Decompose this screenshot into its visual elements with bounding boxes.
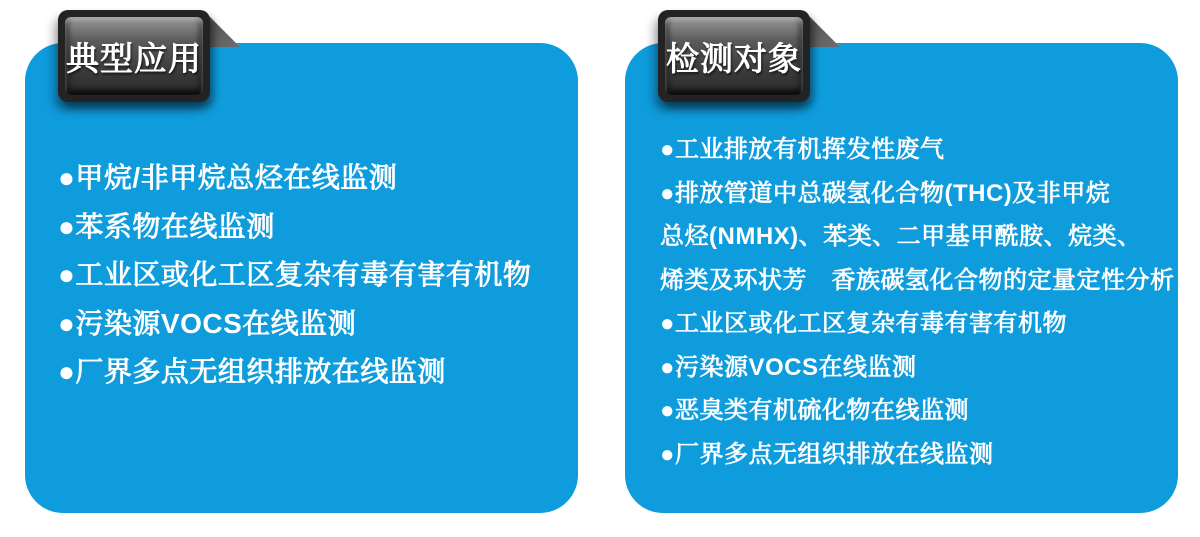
tab-label: 检测对象 [666,39,802,77]
list-item: ●厂界多点无组织排放在线监测 [660,440,994,468]
list-item: ●苯系物在线监测 [58,210,275,242]
list-item: ●工业区或化工区复杂有毒有害有机物 [58,259,532,290]
list-item: ●污染源VOCS在线监测 [58,307,357,339]
list-item-continuation: 总烃(NMHX)、苯类、二甲基甲酰胺、烷类、 [660,223,1142,250]
typical-applications-list [58,154,558,397]
list-item-continuation: 烯类及环状芳 香族碳氢化合物的定量定性分析 [660,266,1175,294]
tab-detection-targets [658,10,810,102]
list-item: ●工业排放有机挥发性废气 [660,136,945,163]
list-item: ●甲烷/非甲烷总烃在线监测 [58,162,398,193]
tab-label: 典型应用 [66,39,202,77]
tab-typical-applications [58,10,210,102]
tab-face [665,17,803,95]
tab-fold-shadow [806,13,840,47]
list-item: ●排放管道中总碳氢化合物(THC)及非甲烷 [660,179,1111,207]
list-item: ●污染源VOCS在线监测 [660,353,917,381]
list-item: ●厂界多点无组织排放在线监测 [58,356,446,387]
list-item: ●工业区或化工区复杂有毒有害有机物 [660,310,1067,337]
detection-targets-list [660,128,1175,476]
tab-face [65,17,203,95]
list-item: ●恶臭类有机硫化物在线监测 [660,397,969,424]
tab-fold-shadow [206,13,240,47]
